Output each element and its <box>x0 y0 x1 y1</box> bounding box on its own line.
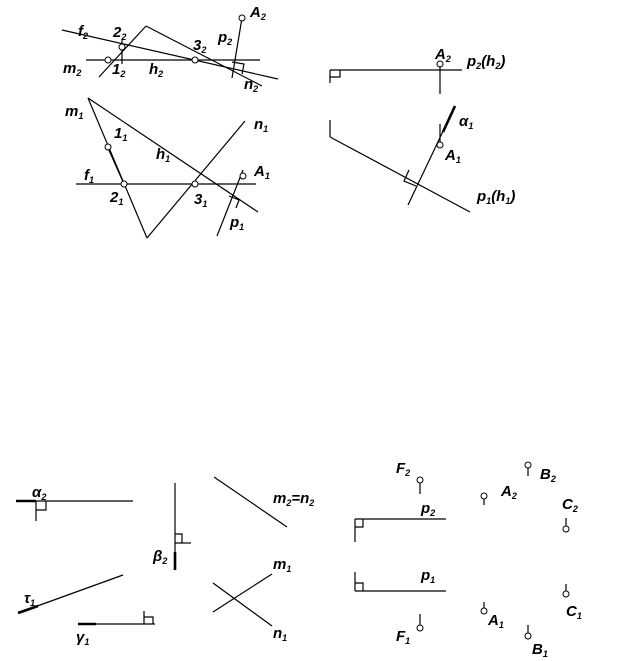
top-left-frontal-projection <box>62 4 278 94</box>
point-F1 <box>417 625 423 631</box>
label-n1: $n_1$ <box>254 116 269 134</box>
bottom-left-traces <box>16 477 314 647</box>
line-bl-m1 <box>213 574 272 612</box>
label-br-B2: $B_2$ <box>540 466 556 484</box>
label-2-2: $2_2$ <box>113 24 127 42</box>
label-r-p1h1: $p_1(h_1)$ <box>477 188 516 206</box>
label-bl-beta2: $\beta_2$ <box>153 548 168 566</box>
point-2-2 <box>119 44 125 50</box>
label-br-C1: $C_1$ <box>566 603 582 621</box>
label-3-2: $3_2$ <box>193 37 207 55</box>
link-1-1 <box>108 148 124 184</box>
label-bl-gamma1: $\gamma_1$ <box>76 629 90 647</box>
point-2-1 <box>121 181 127 187</box>
bottom-right-construction <box>355 460 582 659</box>
point-br-A2 <box>481 493 487 499</box>
label-p1: $p_1$ <box>230 214 245 232</box>
label-bl-alpha2: $\alpha_2$ <box>32 484 47 502</box>
label-f2: $f_2$ <box>78 23 89 41</box>
label-2-1: $2_1$ <box>110 189 124 207</box>
label-br-F1: $F_1$ <box>396 628 411 646</box>
point-F2 <box>417 477 423 483</box>
point-A1 <box>240 173 246 179</box>
point-B2 <box>525 462 531 468</box>
label-h1: $h_1$ <box>156 146 171 164</box>
point-3-1 <box>192 181 198 187</box>
label-f1: $f_1$ <box>84 167 95 185</box>
point-3-2 <box>192 57 198 63</box>
point-r-A1 <box>437 142 443 148</box>
label-3-1: $3_1$ <box>194 191 208 209</box>
label-r-A1: $A_1$ <box>445 147 461 165</box>
right-angle-mark-gamma1 <box>144 617 153 624</box>
label-br-A2: $A_2$ <box>501 483 517 501</box>
point-C1 <box>563 591 569 597</box>
label-br-F2: $F_2$ <box>396 460 411 478</box>
label-bl-n1: $n_1$ <box>273 625 288 643</box>
line-bl-n1 <box>213 583 272 626</box>
line-p2 <box>232 18 242 78</box>
right-angle-mark-p1h1 <box>404 170 416 186</box>
point-A2 <box>239 15 245 21</box>
right-angle-mark-br-p1 <box>355 583 363 591</box>
top-right-construction <box>330 46 515 212</box>
trace-alpha1 <box>443 106 455 132</box>
label-1-2: $1_2$ <box>112 61 126 79</box>
label-br-p1: $p_1$ <box>421 567 436 585</box>
label-1-1: $1_1$ <box>114 125 128 143</box>
label-h2: $h_2$ <box>149 61 164 79</box>
label-br-B1: $B_1$ <box>532 641 548 659</box>
point-1-1 <box>105 144 111 150</box>
label-bl-m2n2: $m_2=n_2$ <box>273 490 315 508</box>
right-angle-mark-top <box>330 70 340 77</box>
label-A1: $A_1$ <box>254 163 270 181</box>
line-f2 <box>62 30 278 79</box>
label-bl-tau1: $\tau_1$ <box>24 590 36 608</box>
label-m2: $m_2$ <box>63 60 82 78</box>
top-left-horizontal-projection <box>65 98 270 238</box>
point-br-A1 <box>481 608 487 614</box>
label-r-p2h2: $p_2(h_2)$ <box>467 53 506 71</box>
label-br-p2: $p_2$ <box>421 500 436 518</box>
label-br-C2: $C_2$ <box>562 496 578 514</box>
label-A2: $A_2$ <box>250 4 266 22</box>
point-1-2 <box>105 57 111 63</box>
label-m1: $m_1$ <box>65 103 84 121</box>
label-br-A1: $A_1$ <box>488 612 504 630</box>
right-angle-mark-beta2 <box>175 534 182 543</box>
label-bl-m1: $m_1$ <box>273 556 292 574</box>
point-B1 <box>525 633 531 639</box>
label-n2: $n_2$ <box>244 76 259 94</box>
label-r-A2: $A_2$ <box>435 46 451 64</box>
point-C2 <box>563 526 569 532</box>
right-angle-mark-br-p2 <box>355 519 363 527</box>
label-p2: $p_2$ <box>218 29 233 47</box>
label-r-alpha1: $\alpha_1$ <box>459 113 474 131</box>
right-angle-mark-alpha2 <box>36 501 46 510</box>
